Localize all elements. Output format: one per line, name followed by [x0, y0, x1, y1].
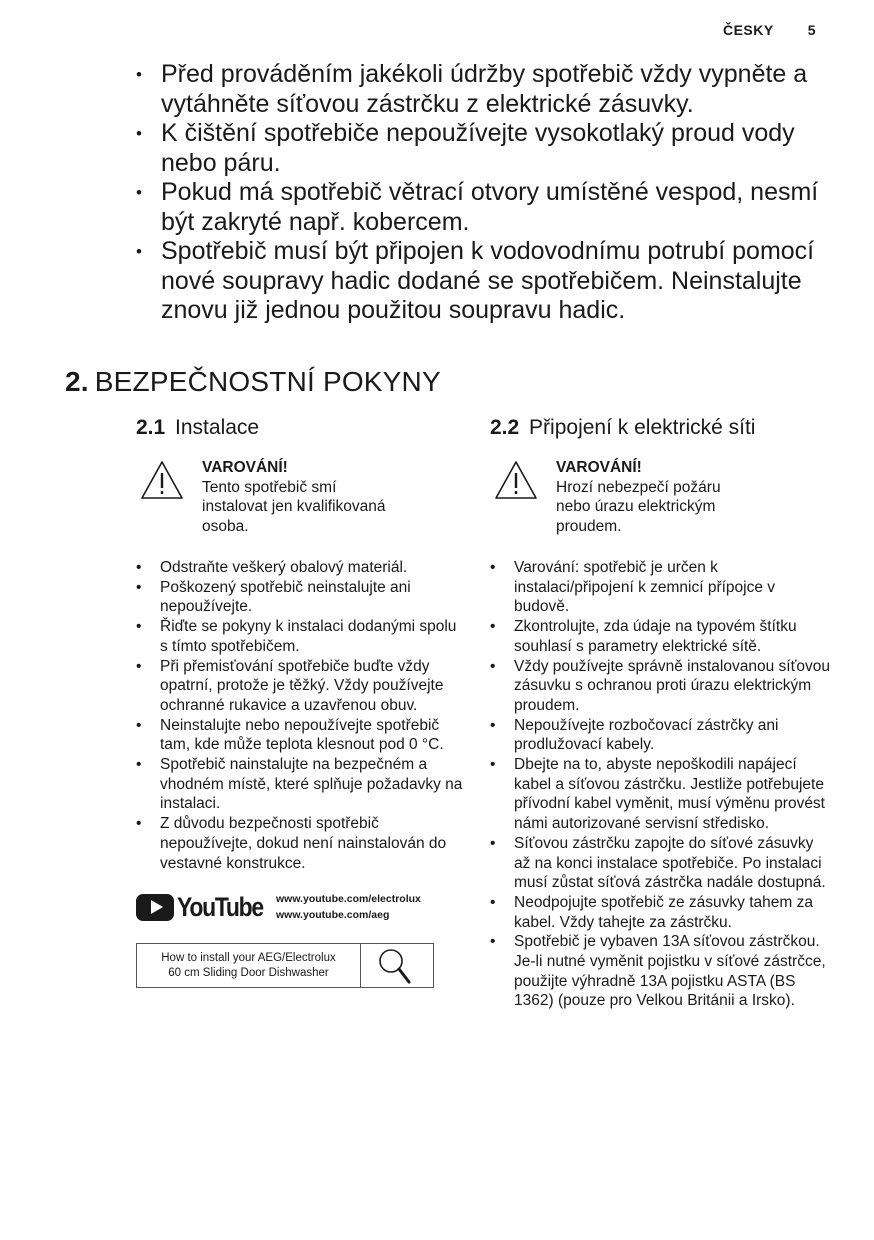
magnifier-icon [371, 946, 423, 986]
language-label: ČESKY [722, 22, 774, 38]
warning-triangle-icon [494, 460, 538, 500]
subsection-title: Připojení k elektrické síti [529, 416, 756, 439]
warning-line: osoba. [202, 517, 249, 535]
installation-heading [136, 416, 466, 440]
list-item: • Spotřebič nainstalujte na bezpečném a vhodném místě, které splňuje požadavky na instalaci. [136, 755, 466, 814]
installation-bullet-list [136, 558, 466, 873]
subsection-number: 2.2 [490, 416, 520, 439]
electrical-warning [490, 458, 830, 536]
list-item: • Poškozený spotřebič neinstalujte ani nepoužívejte. [136, 578, 466, 617]
list-item: • Neinstalujte nebo nepoužívejte spotřebič tam, kde může teplota klesnout pod 0 °C. [136, 716, 466, 755]
warning-line: instalovat jen kvalifikovaná [202, 498, 386, 515]
list-item: • Spotřebič je vybaven 13A síťovou zástrčkou. Je-li nutné vyměnit pojistku v síťové zástrčce, použijte výhradně 13A pojistku ASTA (BS 1362) (pouze pro Velkou Británii a Irsko). [490, 932, 830, 1011]
warning-line: Hrozí nebezpečí požáru [556, 478, 721, 496]
video-search-box [136, 943, 434, 988]
page-number: 5 [807, 22, 816, 38]
list-item: • Z důvodu bezpečnosti spotřebič nepoužívejte, dokud není nainstalován do vestavné konstrukce. [136, 814, 466, 873]
intro-bullet-list [136, 60, 826, 326]
warning-line: Tento spotřebič smí [202, 478, 337, 496]
electrical-column [490, 416, 830, 1011]
list-item: • Neodpojujte spotřebič ze zásuvky tahem za kabel. Vždy tahejte za zástrčku. [490, 893, 830, 932]
warning-triangle-icon [140, 460, 184, 500]
installation-column [136, 416, 466, 988]
section-heading [65, 366, 441, 398]
list-item: • Spotřebič musí být připojen k vodovodnímu potrubí pomocí nové soupravy hadic dodané se spotřebičem. Neinstalujte znovu již jednou použitou soupravu hadic. [136, 237, 826, 326]
youtube-play-icon [136, 894, 174, 921]
subsection-number: 2.1 [136, 416, 166, 439]
list-item: • Při přemisťování spotřebiče buďte vždy opatrní, protože je těžký. Vždy používejte ochranné rukavice a uzavřenou obuv. [136, 657, 466, 716]
list-item: • Dbejte na to, abyste nepoškodili napájecí kabel a síťovou zástrčku. Jestliže potřebujete přívodní kabel vyměnit, musí výměnu provést námi autorizované servisní středisko. [490, 755, 830, 834]
section-title: BEZPEČNOSTNÍ POKYNY [94, 366, 441, 397]
list-item: • Vždy používejte správně instalovanou síťovou zásuvku s ochranou proti úrazu elektrickým proudem. [490, 657, 830, 716]
list-item: • K čištění spotřebiče nepoužívejte vysokotlaký proud vody nebo páru. [136, 119, 826, 178]
youtube-url-aeg[interactable]: www.youtube.com/aeg [275, 909, 390, 922]
video-box-line: How to install your AEG/Electrolux [161, 951, 336, 964]
section-number: 2. [65, 366, 89, 397]
list-item: • Odstraňte veškerý obalový materiál. [136, 558, 466, 578]
electrical-heading [490, 416, 830, 440]
electrical-bullet-list [490, 558, 830, 1011]
list-item: • Pokud má spotřebič větrací otvory umístěné vespod, nesmí být zakryté např. kobercem. [136, 178, 826, 237]
list-item: • Nepoužívejte rozbočovací zástrčky ani prodlužovací kabely. [490, 716, 830, 755]
installation-warning [136, 458, 466, 536]
list-item: • Síťovou zástrčku zapojte do síťové zásuvky až na konci instalace spotřebiče. Po instalaci musí zůstat síťová zástrčka nadále dostupná. [490, 834, 830, 893]
warning-title: VAROVÁNÍ! [556, 459, 642, 476]
youtube-row [136, 891, 466, 923]
subsection-title: Instalace [175, 416, 260, 439]
youtube-logo [136, 892, 278, 923]
warning-line: proudem. [556, 517, 622, 535]
warning-line: nebo úrazu elektrickým [556, 498, 716, 515]
youtube-logo-text: YouTube [177, 891, 263, 922]
youtube-url-electrolux[interactable]: www.youtube.com/electrolux [275, 893, 421, 906]
list-item: • Varování: spotřebič je určen k instalaci/připojení k zemnicí přípojce v budově. [490, 558, 830, 617]
list-item: • Zkontrolujte, zda údaje na typovém štítku souhlasí s parametry elektrické sítě. [490, 617, 830, 656]
list-item: • Řiďte se pokyny k instalaci dodanými spolu s tímto spotřebičem. [136, 617, 466, 656]
page-header [723, 22, 816, 38]
warning-title: VAROVÁNÍ! [202, 459, 288, 476]
list-item: • Před prováděním jakékoli údržby spotřebič vždy vypněte a vytáhněte síťovou zástrčku z elektrické zásuvky. [136, 60, 826, 119]
video-box-line: 60 cm Sliding Door Dishwasher [168, 966, 329, 979]
